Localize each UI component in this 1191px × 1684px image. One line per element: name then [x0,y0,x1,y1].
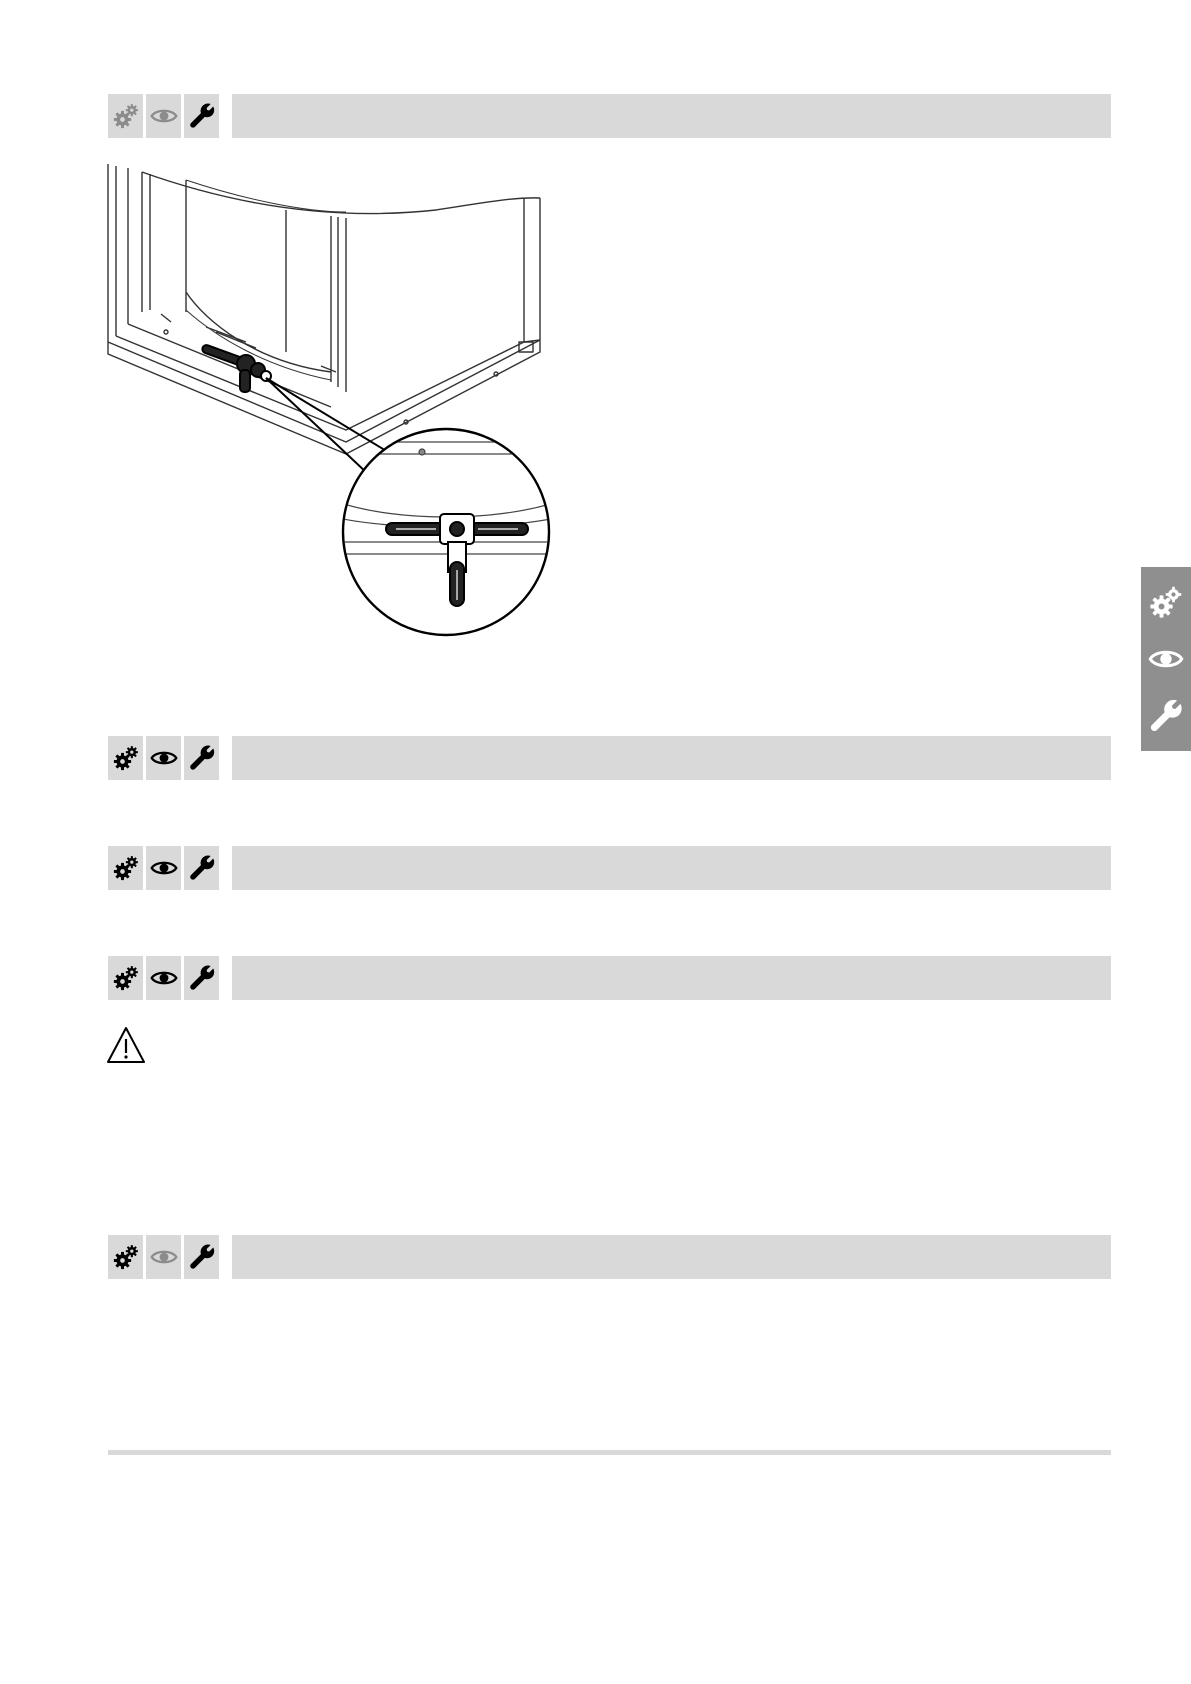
gears-icon [108,736,143,780]
wrench-icon [184,1235,219,1279]
section-bar-3 [108,846,219,890]
gears-icon [1148,584,1184,620]
eye-icon [146,956,181,1000]
section-bar-2 [108,736,219,780]
gears-icon [108,846,143,890]
section-title-band-3 [232,846,1111,890]
section-title-2 [232,736,1111,758]
section-title-5 [232,1235,1111,1257]
appliance-valve-illustration [106,162,586,652]
wrench-icon [184,846,219,890]
eye-icon [1148,641,1184,677]
wrench-icon [184,956,219,1000]
section-title-band-1 [232,94,1111,138]
section-title-1 [232,94,1111,116]
gears-icon [108,94,143,138]
wrench-icon [184,736,219,780]
warning-triangle-icon [106,1025,146,1065]
section-title-band-4 [232,956,1111,1000]
gears-icon [108,1235,143,1279]
eye-icon [146,846,181,890]
section-bar-1 [108,94,219,138]
eye-icon [146,94,181,138]
section-bar-5 [108,1235,219,1279]
section-title-3 [232,846,1111,868]
wrench-icon [1148,698,1184,734]
wrench-icon [184,94,219,138]
footer-rule [108,1450,1111,1455]
section-title-band-5 [232,1235,1111,1279]
eye-icon [146,1235,181,1279]
eye-icon [146,736,181,780]
section-title-band-2 [232,736,1111,780]
gears-icon [108,956,143,1000]
side-tab [1141,567,1191,751]
section-bar-4 [108,956,219,1000]
section-title-4 [232,956,1111,978]
